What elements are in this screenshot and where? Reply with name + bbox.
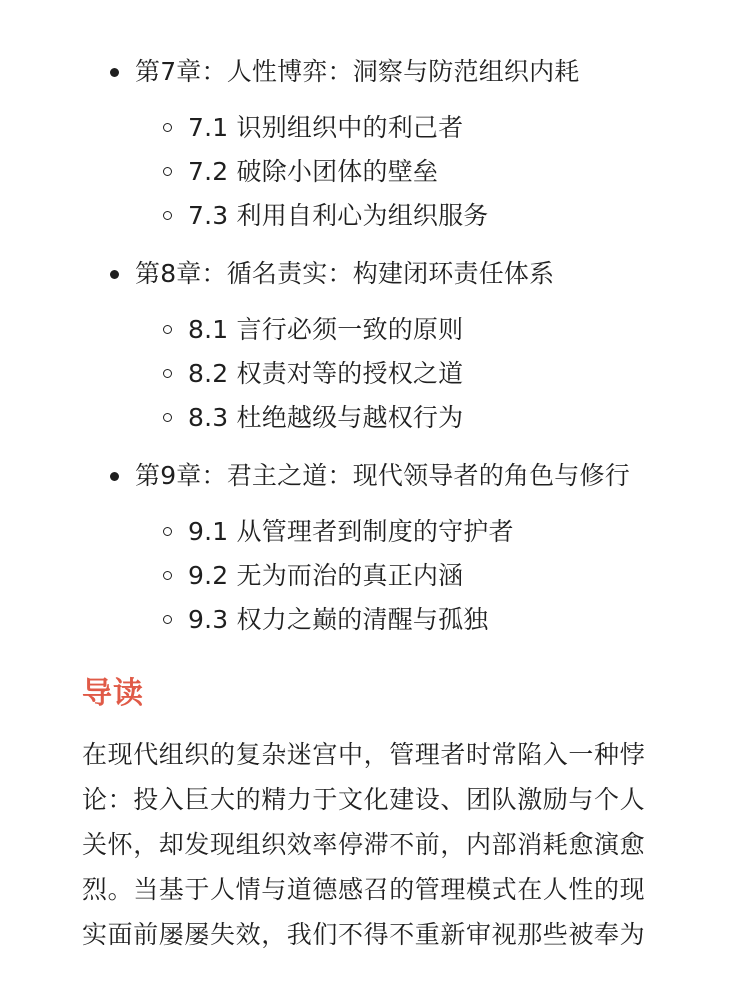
chapter-row [0,454,750,498]
chapter-row [0,50,750,94]
chapter-title: 第7章：人性博弈：洞察与防范组织内耗 [135,57,580,86]
bullet-circle-icon [163,413,172,422]
section-item [0,106,750,150]
section-item [0,308,750,352]
bullet-circle-icon [163,167,172,176]
section-title: 7.2 破除小团体的壁垒 [188,157,439,186]
section-title: 7.1 识别组织中的利己者 [188,113,464,142]
bullet-disc-icon [110,68,119,77]
section-item [0,510,750,554]
bullet-circle-icon [163,615,172,624]
intro-line: 论：投入巨大的精力于文化建设、团队激励与个人 [82,785,646,814]
chapter-row [0,252,750,296]
bullet-circle-icon [163,571,172,580]
chapter-title: 第8章：循名责实：构建闭环责任体系 [135,259,555,288]
intro-line: 在现代组织的复杂迷宫中，管理者时常陷入一种悖 [82,740,646,769]
section-title: 9.1 从管理者到制度的守护者 [188,517,514,546]
intro-line: 实面前屡屡失效，我们不得不重新审视那些被奉为 [82,920,646,949]
bullet-circle-icon [163,211,172,220]
section-title: 9.3 权力之巅的清醒与孤独 [188,605,489,634]
intro-paragraph [82,732,682,957]
section-item [0,554,750,598]
intro-line: 关怀，却发现组织效率停滞不前，内部消耗愈演愈 [82,830,646,859]
bullet-circle-icon [163,123,172,132]
section-item [0,352,750,396]
intro-line: 烈。当基于人情与道德感召的管理模式在人性的现 [82,875,646,904]
intro-heading: 导读 [82,676,144,711]
bullet-circle-icon [163,527,172,536]
bullet-disc-icon [110,472,119,481]
section-item [0,150,750,194]
section-item [0,194,750,238]
section-item [0,396,750,440]
bullet-disc-icon [110,270,119,279]
bullet-circle-icon [163,325,172,334]
section-title: 8.2 权责对等的授权之道 [188,359,464,388]
section-item [0,598,750,642]
chapter-title: 第9章：君主之道：现代领导者的角色与修行 [135,461,630,490]
section-title: 9.2 无为而治的真正内涵 [188,561,464,590]
section-title: 8.1 言行必须一致的原则 [188,315,464,344]
section-title: 8.3 杜绝越级与越权行为 [188,403,464,432]
section-title: 7.3 利用自利心为组织服务 [188,201,489,230]
bullet-circle-icon [163,369,172,378]
